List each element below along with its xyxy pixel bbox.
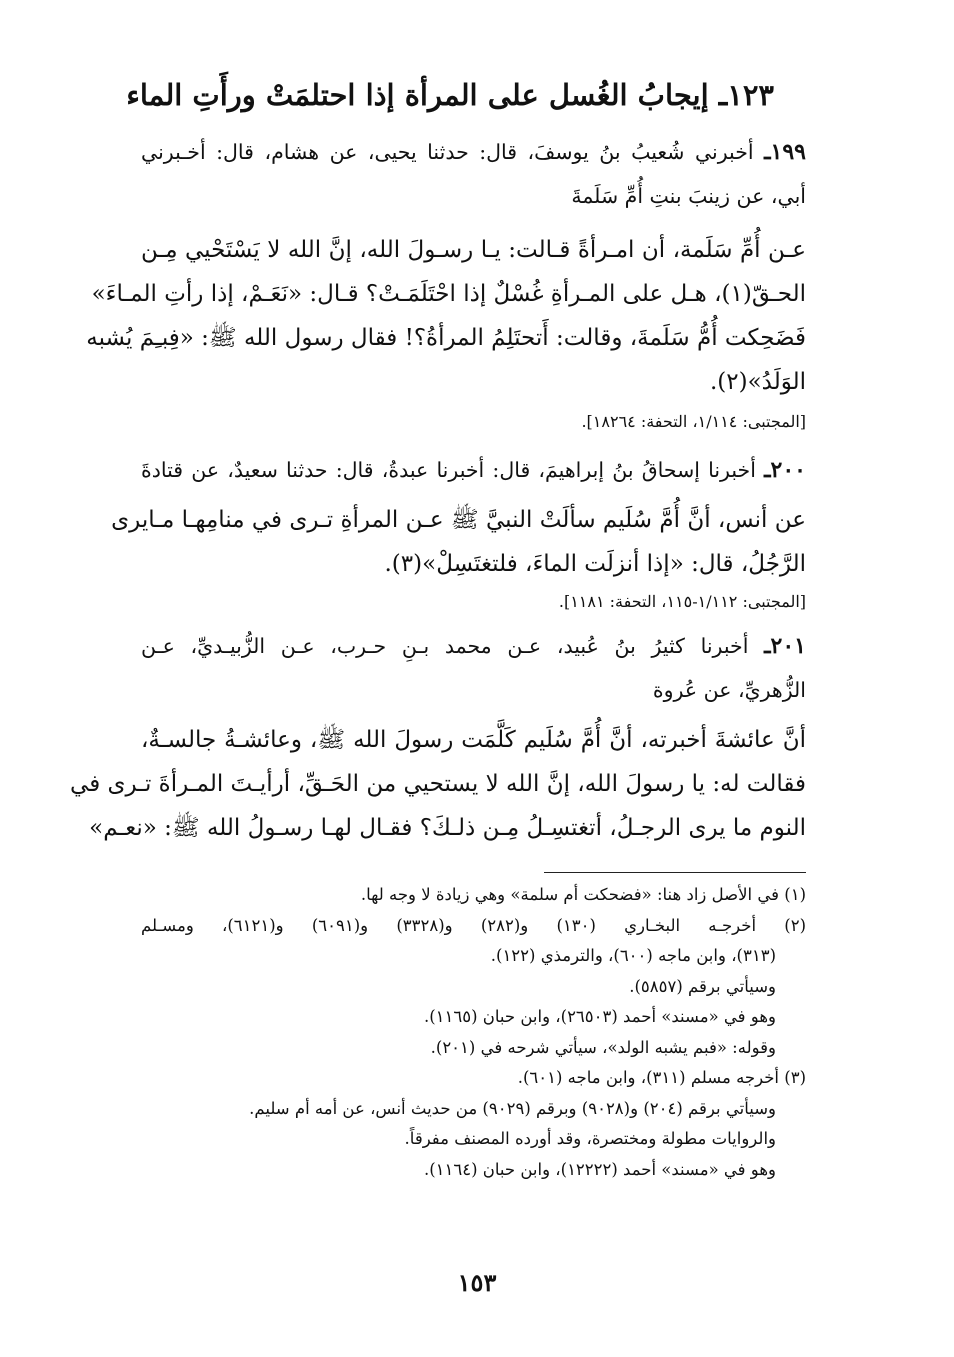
footnote-line: (٣) أخرجه مسلم (٣١١)، وابن ماجه (٦٠١). <box>517 1068 806 1087</box>
hadith-number: ١٩٩ـ <box>764 139 806 165</box>
footnotes <box>141 880 806 1185</box>
matn-line: الوَلَدُ»(٢). <box>709 369 806 395</box>
isnad-line: ١٩٩ـ أخبرني شُعيبُ بنُ يوسفَ، قال: حدثنا يحيى، عن هشام، قال: أخـبرني <box>141 139 806 165</box>
hadith-201-isnad <box>141 624 806 712</box>
footnote-line: (١) في الأصل زاد هنا: «فضحكت أم سلمة» وهي زيادة لا وجه لها. <box>360 885 806 904</box>
footnote-line: (٣١٣)، وابن ماجه (٦٠٠)، والترمذي (١٢٢). <box>490 946 776 965</box>
isnad-line: ٢٠٠ـ أخبرنا إسحاقُ بنُ إبراهيمَ، قال: أخبرنا عبدةُ، قال: حدثنا سعيدٌ، عن قتادةَ <box>141 457 806 483</box>
footnote-line: وسيأتي برقم (٢٠٤) و(٩٠٢٨) وبرقم (٩٠٢٩) من حديث أنس، عن أمه أم سليم. <box>249 1098 776 1118</box>
footnote-line: وهو في «مسند» أحمد (٢٦٥٠٣)، وابن حبان (١١٦٥). <box>423 1007 776 1026</box>
hadith-200-matn <box>111 498 806 586</box>
footnote-line: وسيأتي برقم (٥٨٥٧). <box>629 976 776 996</box>
footnote-divider <box>544 872 806 873</box>
hadith-199-reference: [المجتبى: ١/١١٤، التحفة: ١٨٢٦٤]. <box>581 412 806 431</box>
matn-line: الرَّجُلُ، قال: «إذا أنزلَت الماءَ، فلتغتَسِلْ»(٣). <box>384 551 806 577</box>
hadith-200-isnad <box>141 448 806 492</box>
matn-line: عـن أُمِّ سَلَمة، أن امـرأةً قـالت: يـا رسـولَ الله، إنَّ الله لا يَسْتَحْيي مِـن <box>141 237 806 263</box>
page-number: ١٥٣ <box>457 1268 497 1297</box>
footnote-line: (٢) أخرجـه البخـاري (١٣٠) و(٢٨٢) و(٣٣٢٨) و(٦٠٩١) و(٦١٢١)، ومسـلم <box>141 915 807 935</box>
matn-line: عن أنس، أنَّ أُمَّ سُلَيم سألَتْ النبيَّ ﷺ عـن المرأةِ تـرى في منامِهـا مـايرى <box>111 507 806 533</box>
chapter-title: ١٢٣ـ إيجابُ الغُسل على المرأة إذا احتلمَتْ ورأَتِ الماء <box>126 78 774 112</box>
footnote-line: والروايات مطولة ومختصرة، وقد أورده المصنف مفرقاً. <box>404 1129 776 1148</box>
hadith-number: ٢٠٠ـ <box>764 457 806 483</box>
hadith-200-reference: [المجتبى: ١/١١٢-١١٥، التحفة: ١١٨١]. <box>558 592 806 611</box>
hadith-number: ٢٠١ـ <box>764 633 806 659</box>
isnad-line: أبي، عن زينبَ بنتِ أُمِّ سَلَمةَ <box>571 184 806 208</box>
isnad-line: الزُّهريِّ، عن عُروة <box>652 678 806 702</box>
matn-line: فَضَحِكت أُمُّ سَلَمةَ، وقالت: أَتحتَلِمُ المرأةُ؟! فقال رسول الله ﷺ: «فِبـِمَ يُشبه <box>86 325 806 351</box>
hadith-199-isnad <box>141 130 806 218</box>
hadith-199-matn <box>86 228 806 404</box>
matn-line: النوم ما يرى الرجـلُ، أتغتسِـلُ مِـن ذلـكَ؟ فقـال لهـا رسـولُ الله ﷺ: «نعـم» <box>89 815 806 841</box>
footnote-line: وقوله: «فبم يشبه الولد»، سيأتي شرحه في (٢٠١). <box>430 1037 776 1057</box>
footnote-line: وهو في «مسند» أحمد (١٢٢٢٢)، وابن حبان (١١٦٤). <box>423 1159 776 1179</box>
isnad-line: ٢٠١ـ أخبرنا كثيرُ بنُ عُبيد، عـن محمد بـنِ حـرب، عـن الزُّبيـديِّ، عـن <box>141 633 806 659</box>
hadith-201-matn <box>70 718 806 850</box>
matn-line: أنَّ عائشةَ أخبرته، أنَّ أُمَّ سُلَيم كَلَّمَت رسولَ الله ﷺ، وعائشـةُ جالسـةٌ، <box>141 727 806 753</box>
matn-line: الحـقّ(١)، هـل على المـرأةِ غُسْلٌ إذا احْتَلَمَـتْ؟ قـال: «نَعَـمْ، إذا رأتِ المـاءَ» <box>91 281 806 307</box>
matn-line: فقالت له: يا رسولَ الله، إنَّ الله لا يستحيي من الحَـقِّ، أرأيـتَ المـرأةَ تـرى في <box>70 771 806 797</box>
